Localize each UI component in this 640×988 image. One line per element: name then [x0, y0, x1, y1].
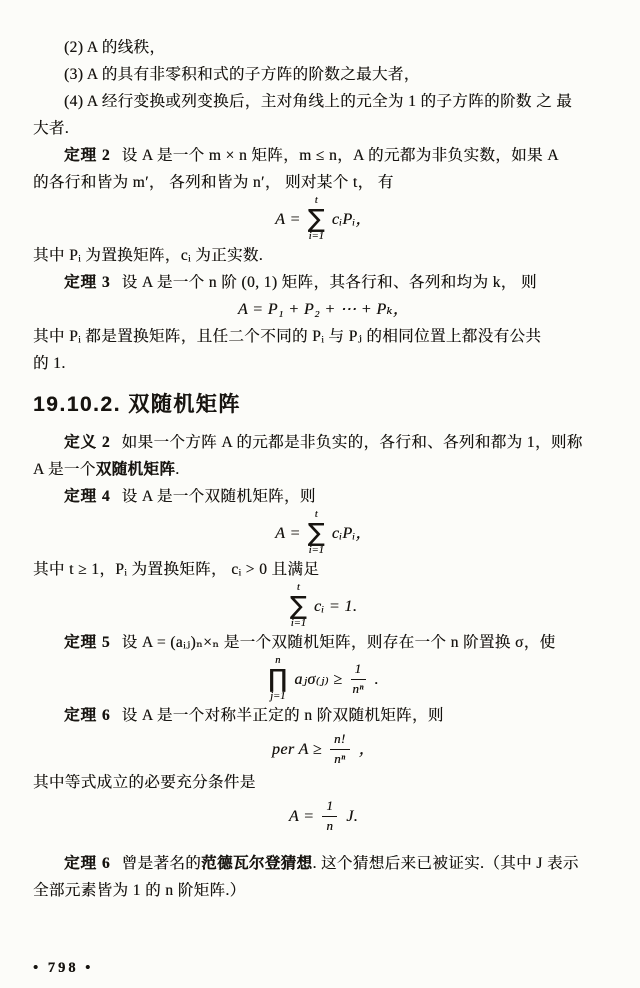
theorem-4-label: 定理 4: [64, 488, 111, 505]
sum-upper-limit: t: [314, 508, 318, 520]
formula-7-lhs: A =: [288, 807, 315, 825]
fraction-1-over-n: [322, 798, 337, 834]
fraction-denominator: nⁿ: [352, 680, 364, 696]
theorem-2-line1: [33, 142, 614, 169]
formula-3-rhs: cᵢPᵢ，: [331, 524, 372, 542]
fraction-numerator: 1: [351, 661, 366, 679]
formula-1-rhs: cᵢPᵢ，: [331, 210, 372, 228]
after-formula-2-line1: [33, 323, 614, 350]
after-formula-3-text: 其中 t ≥ 1，Pᵢ 为置换矩阵， cᵢ > 0 且满足: [33, 561, 320, 578]
after-formula-3: [33, 556, 614, 583]
sum-upper-limit: t: [314, 194, 318, 206]
sum-lower-limit: i=1: [290, 617, 306, 629]
formula-sum-ci-equals-1: [33, 583, 614, 629]
theorem-4-text: 设 A 是一个双随机矩阵，则: [121, 488, 316, 505]
formula-7-rhs: J.: [346, 807, 359, 825]
formula-3-lhs: A =: [275, 524, 301, 542]
fraction-nfact-over-n-pow-n: [330, 731, 350, 767]
after-formula-2-line2: [33, 350, 614, 377]
after-formula-2-continuation: 的 1.: [33, 355, 66, 372]
list-item-4-continuation: 大者.: [33, 120, 70, 137]
after-formula-1-text: 其中 Pᵢ 为置换矩阵，cᵢ 为正实数.: [33, 247, 264, 264]
section-heading-text: 19.10.2. 双随机矩阵: [33, 393, 241, 416]
formula-sum-ciPi-2: [33, 510, 614, 556]
sum-lower-limit: i=1: [308, 544, 324, 556]
list-item-3: [33, 61, 614, 88]
theorem-6-line1: [33, 702, 614, 729]
list-item-4-line2: [33, 115, 614, 142]
list-item-2-text: (2) A 的线秩，: [64, 39, 166, 56]
list-item-3-text: (3) A 的具有非零积和式的子方阵的阶数之最大者，: [64, 66, 420, 83]
theorem-3-text: 设 A 是一个 n 阶 (0, 1) 矩阵，其各行和、各列和均为 k， 则: [121, 274, 537, 291]
formula-4-rhs: cᵢ = 1.: [314, 597, 358, 615]
product-upper-limit: n: [275, 654, 281, 666]
sigma-icon: ∑: [307, 204, 325, 234]
sigma-icon: ∑: [307, 518, 325, 548]
closing-paragraph-line1: [33, 850, 614, 877]
page-number: • 798 •: [33, 960, 94, 976]
list-item-4-line1: [33, 88, 614, 115]
fraction-numerator: 1: [322, 798, 337, 816]
theorem-5-text: 设 A = (aᵢⱼ)ₙ×ₙ 是一个双随机矩阵，则存在一个 n 阶置换 σ，使: [121, 634, 556, 651]
definition-2-line1: [33, 429, 614, 456]
sum-lower-limit: i=1: [308, 230, 324, 242]
fraction-1-over-n-pow-n: [351, 661, 366, 697]
formula-1-lhs: A =: [275, 210, 301, 228]
formula-A-equals-J-over-n: [33, 796, 614, 836]
closing-theorem-label: 定理 6: [64, 855, 111, 872]
after-formula-2-text: 其中 Pᵢ 都是置换矩阵，且任二个不同的 Pᵢ 与 Pⱼ 的相同位置上都没有公共: [33, 328, 542, 345]
theorem-2-text: 设 A 是一个 m × n 矩阵，m ≤ n，A 的元都为非负实数，如果 A: [121, 147, 559, 164]
doubly-stochastic-term: 双随机矩阵: [95, 461, 176, 478]
theorem-3-label: 定理 3: [64, 274, 111, 291]
definition-2-line2: [33, 456, 614, 483]
formula-sum-ciPi-1: [33, 196, 614, 242]
summation-symbol: [308, 509, 325, 558]
formula-5-period: .: [374, 670, 379, 688]
theorem-2-continuation: 的各行和皆为 m′， 各列和皆为 n′， 则对某个 t， 有: [33, 174, 394, 191]
fraction-denominator: n: [326, 817, 334, 833]
formula-6-comma: ，: [358, 740, 376, 758]
closing-continuation: 全部元素皆为 1 的 n 阶矩阵.）: [33, 882, 246, 899]
fraction-numerator: n!: [330, 731, 350, 749]
formula-5-middle: aⱼσ₍ⱼ₎ ≥: [294, 670, 343, 688]
theorem-4-line1: [33, 483, 614, 510]
closing-text-rest: . 这个猜想后来已被证实.（其中 J 表示: [312, 855, 579, 872]
summation-symbol: [290, 582, 307, 631]
theorem-2-label: 定理 2: [64, 147, 111, 164]
list-item-4-text: (4) A 经行变换或列变换后，主对角线上的元全为 1 的子方阵的阶数 之 最: [64, 93, 573, 110]
theorem-2-line2: [33, 169, 614, 196]
theorem-6-text: 设 A 是一个对称半正定的 n 阶双随机矩阵，则: [121, 707, 444, 724]
definition-2-text: 如果一个方阵 A 的元都是非负实的，各行和、各列和都为 1，则称: [121, 434, 583, 451]
formula-product-inequality: [33, 656, 614, 702]
product-symbol: [268, 655, 287, 704]
definition-2-label: 定义 2: [64, 434, 111, 451]
sum-upper-limit: t: [296, 581, 300, 593]
sigma-icon: ∑: [289, 591, 307, 621]
formula-sum-permutations: [33, 296, 614, 323]
summation-symbol: [308, 195, 325, 244]
theorem-6-label: 定理 6: [64, 707, 111, 724]
product-lower-limit: j=1: [270, 690, 286, 702]
van-der-waerden-conjecture-term: 范德瓦尔登猜想: [201, 855, 313, 872]
formula-2-text: A = P₁ + P₂ + ⋯ + Pₖ，: [237, 301, 410, 318]
theorem-3-line1: [33, 269, 614, 296]
theorem-5-line1: [33, 629, 614, 656]
closing-paragraph-line2: [33, 877, 614, 904]
closing-text-pre: 曾是著名的: [121, 855, 202, 872]
pi-icon: ∏: [268, 664, 288, 694]
definition-2-period: .: [175, 461, 180, 478]
after-formula-6: [33, 769, 614, 796]
formula-6-lhs: per A ≥: [271, 740, 323, 758]
fraction-denominator: nⁿ: [334, 750, 346, 766]
theorem-5-label: 定理 5: [64, 634, 111, 651]
after-formula-6-text: 其中等式成立的必要充分条件是: [33, 774, 256, 791]
formula-permanent-bound: [33, 729, 614, 769]
list-item-2: [33, 34, 614, 61]
section-heading: [33, 392, 614, 418]
after-formula-1: [33, 242, 614, 269]
definition-2-continuation: A 是一个: [33, 461, 96, 478]
